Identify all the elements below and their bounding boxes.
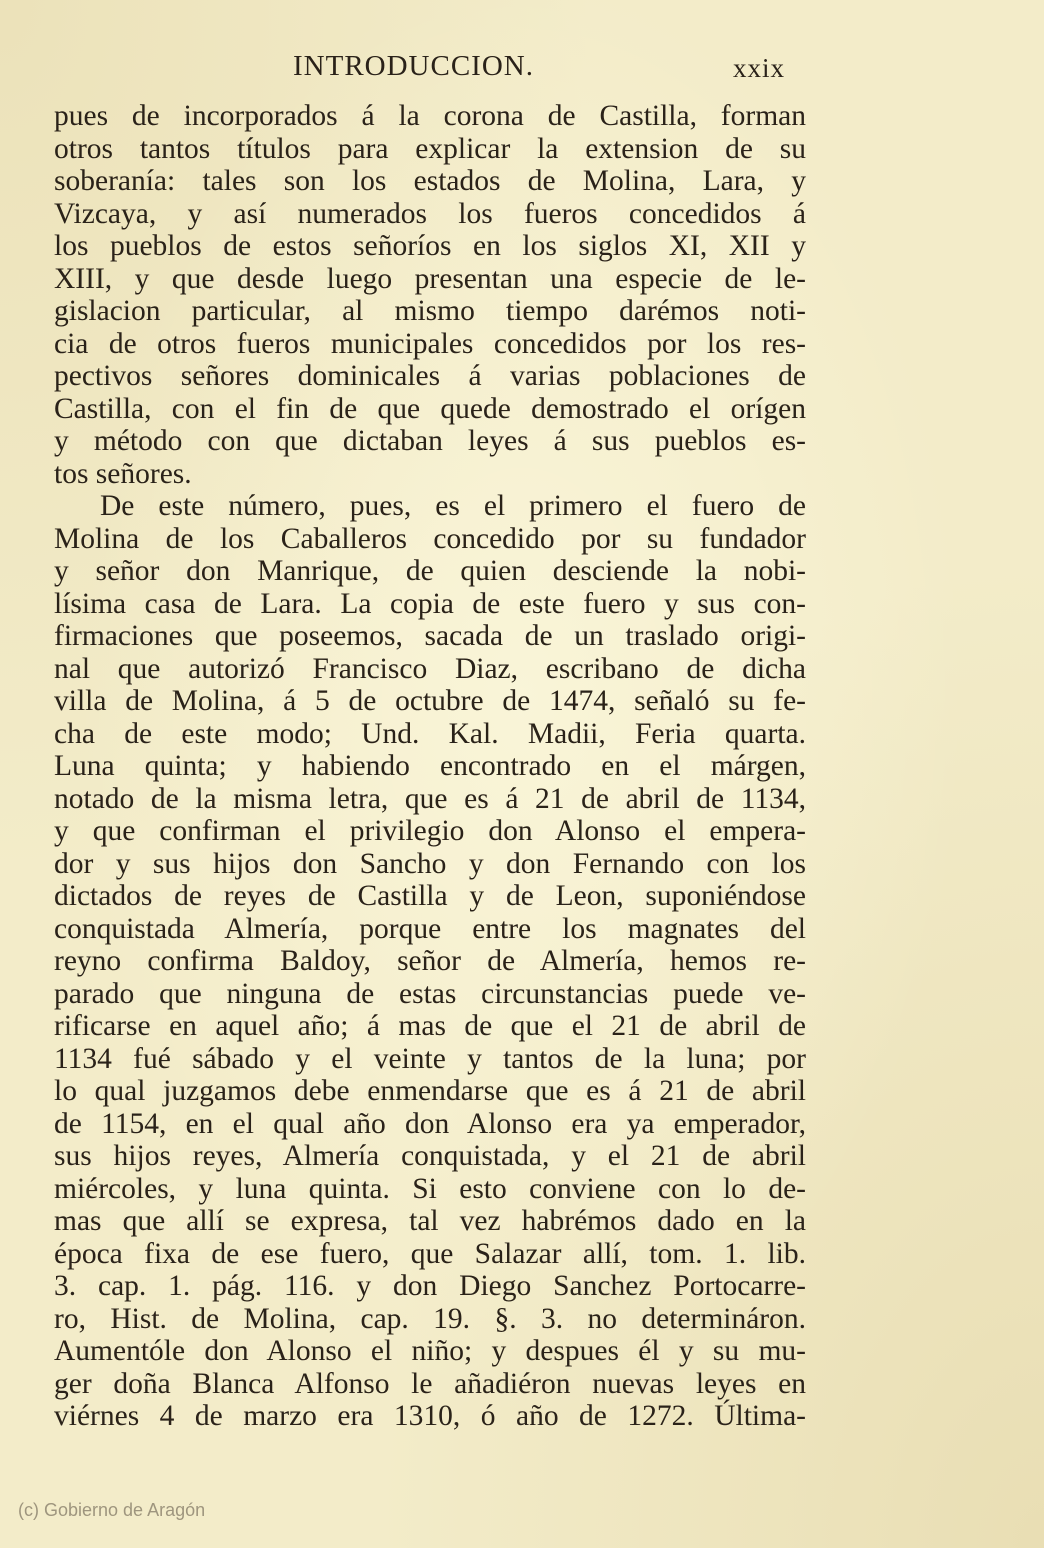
page-number: xxix (733, 53, 786, 83)
text-line: cia de otros fueros municipales concedidos por los res- (54, 327, 806, 360)
text-line: Vizcaya, y así numerados los fueros concedidos á (54, 197, 806, 230)
text-line: pues de incorporados á la corona de Castilla, forman (54, 100, 806, 132)
text-line: conquistada Almería, porque entre los magnates del (54, 912, 806, 945)
text-line: reyno confirma Baldoy, señor de Almería, hemos re- (54, 945, 806, 977)
body-text (54, 100, 806, 1433)
text-line: soberanía: tales son los estados de Molina, Lara, y (54, 165, 806, 197)
running-title: INTRODUCCION. (293, 50, 534, 82)
text-line: notado de la misma letra, que es á 21 de abril de 1134, (54, 782, 806, 815)
text-line: Aumentóle don Alonso el niño; y despues él y su mu- (54, 1335, 806, 1367)
text-line: lísima casa de Lara. La copia de este fuero y sus con- (54, 587, 806, 620)
text-line: y que confirman el privilegio don Alonso el empera- (54, 815, 806, 847)
text-line: dictados de reyes de Castilla y de Leon, suponiéndose (54, 880, 806, 912)
paragraph-first-line: De este número, pues, es el primero el fuero de (100, 490, 806, 522)
text-line: cha de este modo; Und. Kal. Madii, Feria quarta. (54, 717, 806, 750)
text-line: mas que allí se expresa, tal vez habrémos dado en la (54, 1205, 806, 1237)
copyright-watermark: (c) Gobierno de Aragón (18, 1500, 206, 1520)
text-line: sus hijos reyes, Almería conquistada, y el 21 de abril (54, 1140, 806, 1172)
text-line: Molina de los Caballeros concedido por su fundador (54, 522, 806, 555)
text-line: época fixa de ese fuero, que Salazar allí, tom. 1. lib. (54, 1237, 806, 1270)
text-line: parado que ninguna de estas circunstancias puede ve- (54, 977, 806, 1010)
text-line: Luna quinta; y habiendo encontrado en el márgen, (54, 750, 806, 782)
paragraph-end-line: tos señores. (54, 457, 192, 490)
text-line: ro, Hist. de Molina, cap. 19. §. 3. no determináron. (54, 1302, 806, 1335)
text-line: de 1154, en el qual año don Alonso era ya emperador, (54, 1107, 806, 1140)
text-line: villa de Molina, á 5 de octubre de 1474, señaló su fe- (54, 685, 806, 717)
text-line: miércoles, y luna quinta. Si esto conviene con lo de- (54, 1172, 806, 1205)
text-line: y método con que dictaban leyes á sus pueblos es- (54, 425, 806, 457)
text-line: viérnes 4 de marzo era 1310, ó año de 1272. Última- (54, 1400, 806, 1432)
text-line: dor y sus hijos don Sancho y don Fernando con los (54, 847, 806, 880)
text-line: Castilla, con el fin de que quede demostrado el orígen (54, 392, 806, 425)
text-line: lo qual juzgamos debe enmendarse que es á 21 de abril (54, 1075, 806, 1107)
text-line: rificarse en aquel año; á mas de que el 21 de abril de (54, 1010, 806, 1042)
text-line: 3. cap. 1. pág. 116. y don Diego Sanchez Portocarre- (54, 1270, 806, 1302)
text-line: los pueblos de estos señoríos en los siglos XI, XII y (54, 230, 806, 262)
text-line: otros tantos títulos para explicar la extension de su (54, 132, 806, 165)
text-line: pectivos señores dominicales á varias poblaciones de (54, 360, 806, 392)
text-line: nal que autorizó Francisco Diaz, escribano de dicha (54, 652, 806, 685)
running-head (0, 50, 1044, 90)
text-line: XIII, y que desde luego presentan una especie de le- (54, 262, 806, 295)
text-line: gislacion particular, al mismo tiempo darémos noti- (54, 295, 806, 327)
text-line: firmaciones que poseemos, sacada de un traslado origi- (54, 620, 806, 652)
text-line: 1134 fué sábado y el veinte y tantos de la luna; por (54, 1042, 806, 1075)
text-line: ger doña Blanca Alfonso le añadiéron nuevas leyes en (54, 1367, 806, 1400)
text-line: y señor don Manrique, de quien desciende la nobi- (54, 555, 806, 587)
